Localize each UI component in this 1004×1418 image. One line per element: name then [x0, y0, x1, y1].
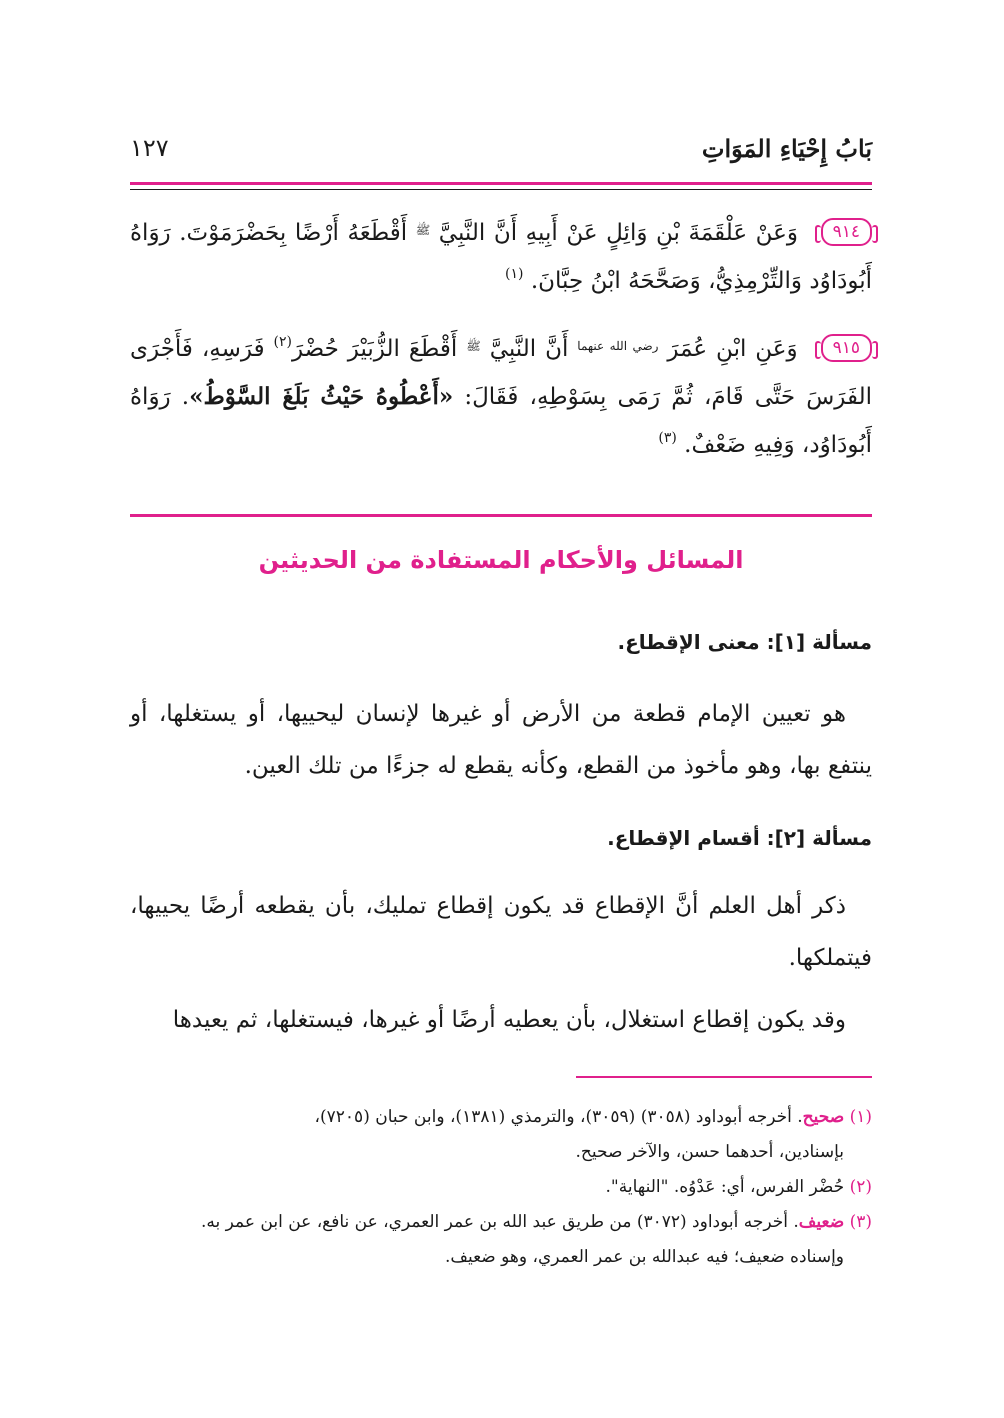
chapter-title: بَابُ إِحْيَاءِ المَوَاتِ: [701, 134, 872, 163]
footnote-text: . أخرجه أبوداود (٣٠٧٢) من طريق عبد الله بن عمر العمري، عن نافع، عن ابن عمر به.: [201, 1212, 799, 1232]
question-heading: [130, 630, 872, 654]
footnote-item: [130, 1100, 872, 1170]
question-title: أقسام الإقطاع.: [607, 826, 760, 850]
footnote-marker[interactable]: (٢): [273, 334, 292, 350]
footnote-number: (٣): [849, 1212, 872, 1232]
book-page: [130, 0, 872, 1418]
section-divider: [130, 514, 872, 517]
running-header: [130, 128, 872, 172]
question-heading: [130, 826, 872, 850]
hadith-text: وَعَنِ ابْنِ عُمَرَ: [667, 336, 798, 362]
hadith-text: أَقْطَعَهُ أَرْضًا بِحَضْرَمَوْتَ. رَوَاهُ أَبُودَاوُد وَالتِّرْمِذِيُّ، وَصَحَّحَهُ ابْنُ حِبَّانَ.: [130, 220, 872, 294]
footnote-text: حُضْر الفرس، أي: عَدْوُه. "النهاية".: [605, 1177, 845, 1197]
footnote-number: (٢): [849, 1177, 872, 1197]
footnote-text: . أخرجه أبوداود (٣٠٥٨) (٣٠٥٩)، والترمذي (١٣٨١)، وابن حبان (٧٢٠٥)،: [314, 1107, 803, 1127]
question-body: ذكر أهل العلم أنَّ الإقطاع قد يكون إقطاع تمليك، بأن يقطعه أرضًا يحييها، فيتملكها.: [130, 893, 872, 971]
page-number: ١٢٧: [130, 134, 169, 162]
hadith-text: . رَوَاهُ أَبُودَاوُد، وَفِيهِ ضَعْفٌ.: [130, 384, 872, 458]
question-label: مسألة [٢]:: [766, 826, 872, 850]
salla-glyph: ﷺ: [415, 223, 431, 237]
hadith-text: فَرَسِهِ، فَأَجْرَى الفَرَسَ حَتَّى قَامَ، ثُمَّ رَمَى بِسَوْطِهِ، فَقَالَ:: [130, 336, 872, 410]
hadith-number-badge: ٩١٥: [821, 334, 872, 362]
question-body: هو تعيين الإمام قطعة من الأرض أو غيرها لإنسان ليحييها، أو يستغلها، أو ينتفع بها، وهو مأخوذ من القطع، وكأنه يقطع له جزءًا من تلك العين.: [130, 701, 872, 779]
footnotes: [130, 1100, 872, 1275]
salla-glyph: ﷺ: [466, 339, 481, 353]
header-rule: [130, 182, 872, 185]
hadith-text: وَعَنْ عَلْقَمَةَ بْنِ وَائِلٍ عَنْ أَبِيهِ أَنَّ النَّبِيَّ: [438, 220, 799, 246]
footnote-grade: ضعيف: [798, 1212, 845, 1232]
hadith-number-badge: ٩١٤: [821, 218, 872, 246]
footnote-item: [130, 1170, 872, 1205]
footnote-marker[interactable]: (٣): [658, 430, 677, 446]
hadith-914: [130, 206, 872, 305]
hadith-text: أَنَّ النَّبِيَّ: [489, 336, 569, 362]
radi-glyph: رضي الله عنهما: [577, 339, 659, 353]
prophetic-quote: «أَعْطُوهُ حَيْثُ بَلَغَ السَّوْطُ»: [189, 383, 454, 410]
hadith-text: أَقْطَعَ الزُّبَيْرَ حُضْرَ: [291, 336, 458, 362]
footnote-continuation: بإسنادين، أحدهما حسن، والآخر صحيح.: [575, 1142, 844, 1162]
question-body: وقد يكون إقطاع استغلال، بأن يعطيه أرضًا أو غيرها، فيستغلها، ثم يعيدها: [172, 1007, 846, 1033]
footnote-item: [130, 1205, 872, 1275]
question-label: مسألة [١]:: [766, 630, 872, 654]
footnote-grade: صحيح: [802, 1107, 845, 1127]
footnote-number: (١): [849, 1107, 872, 1127]
footnote-marker[interactable]: (١): [505, 266, 524, 282]
question-title: معنى الإقطاع.: [617, 630, 760, 654]
footnote-separator: [576, 1076, 872, 1078]
header-rule-thin: [130, 189, 872, 190]
section-title: المسائل والأحكام المستفادة من الحديثين: [258, 546, 744, 574]
hadith-915: [130, 322, 872, 469]
footnote-continuation: وإسناده ضعيف؛ فيه عبدالله بن عمر العمري، وهو ضعيف.: [444, 1247, 844, 1267]
